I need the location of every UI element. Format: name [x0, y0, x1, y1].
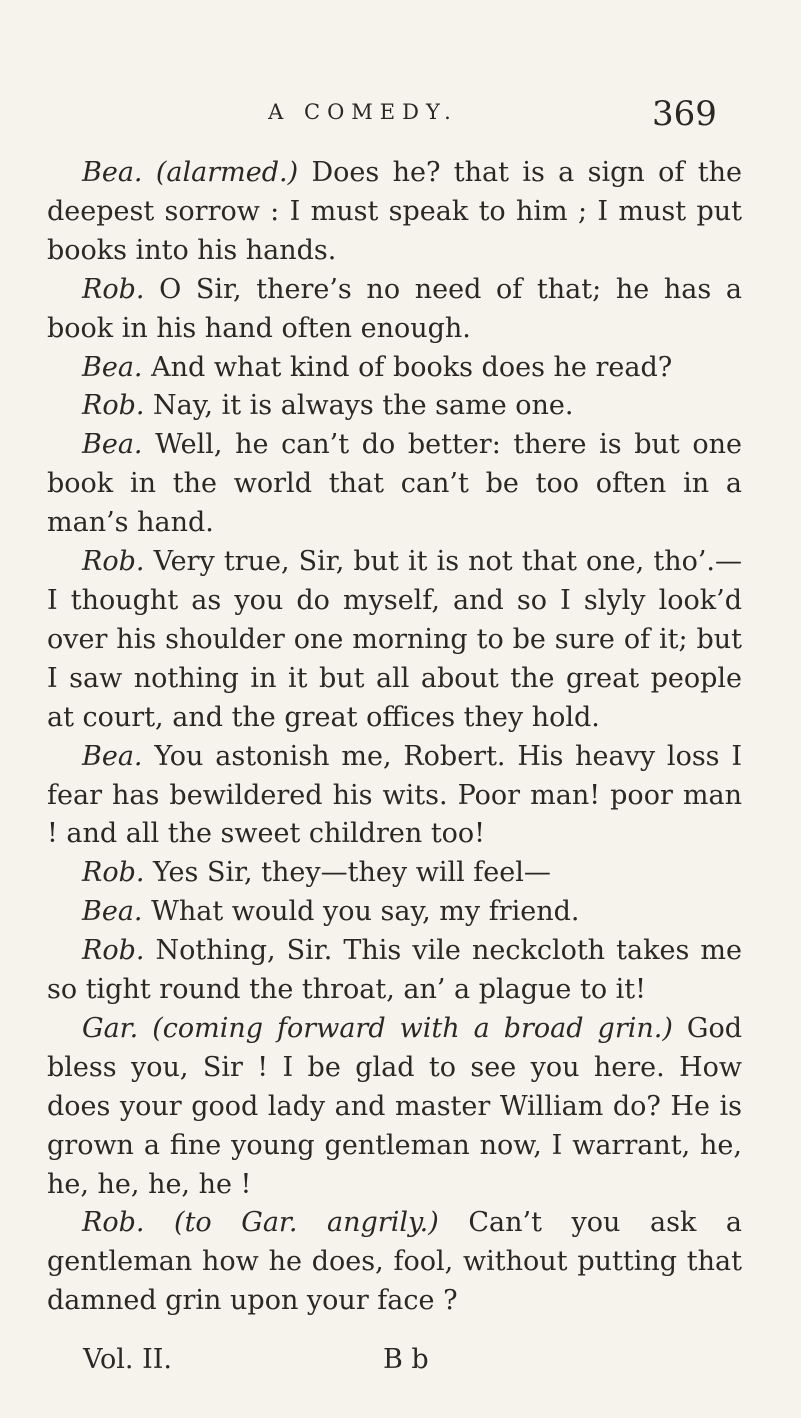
speech-text: Nothing, Sir. This vile neckcloth takes me so tight round the throat, an’ a plague to it!	[47, 935, 742, 1006]
speaker-name: Rob.	[82, 1207, 145, 1239]
dialogue-paragraph	[47, 854, 742, 893]
speaker-name: Bea.	[82, 429, 143, 461]
running-title: A COMEDY.	[268, 100, 458, 124]
speech-text: What would you say, my friend.	[151, 896, 580, 928]
dialogue-paragraph	[47, 426, 742, 543]
speech-text: Very true, Sir, but it is not that one, tho’.— I thought as you do myself, and so I slyly look’d over his shoulder one morning to be sure of it; but I saw nothing in it but all about the great people at court, and the great offices they hold.	[47, 546, 742, 733]
dialogue-paragraph	[47, 387, 742, 426]
stage-direction: (coming forward with a broad grin.)	[152, 1012, 673, 1044]
dialogue-paragraph	[47, 543, 742, 738]
stage-direction: (alarmed.)	[155, 157, 299, 188]
speech-text: O Sir, there’s no need of that; he has a book in his hand often enough.	[47, 273, 743, 344]
page-header	[0, 94, 801, 140]
speech-text: Well, he can’t do better: there is but one book in the world that can’t be too often in a man’s hand.	[47, 429, 742, 539]
speech-text: Can’t you ask a gentleman how he does, fool, without putting that damned grin upon your face ?	[47, 1207, 743, 1317]
volume-label: Vol. II.	[83, 1344, 172, 1375]
speaker-name: Rob.	[82, 546, 145, 578]
page-body	[47, 154, 742, 1321]
speech-text: God bless you, Sir ! I be glad to see you here. How does your good lady and master William do? He is grown a fine young gentleman now, I warrant, he, he, he, he, he !	[47, 1012, 742, 1200]
speech-text: Does he? that is a sign of the deepest sorrow : I must speak to him ; I must put books into his hands.	[47, 157, 742, 266]
dialogue-paragraph	[47, 154, 742, 271]
speaker-name: Bea.	[82, 351, 143, 383]
dialogue-paragraph	[47, 893, 742, 932]
speech-text: You astonish me, Robert. His heavy loss I fear has bewildered his wits. Poor man! poor man ! and all the sweet children too!	[47, 740, 742, 850]
page-number: 369	[652, 94, 717, 134]
speaker-name: Bea.	[82, 896, 143, 928]
signature-mark: B b	[383, 1344, 429, 1375]
stage-direction: (to Gar. angrily.)	[174, 1207, 439, 1239]
speaker-name: Rob.	[82, 273, 145, 305]
dialogue-paragraph	[47, 349, 742, 388]
speaker-name: Bea.	[82, 157, 143, 188]
speaker-name: Rob.	[82, 935, 145, 967]
dialogue-paragraph	[47, 932, 742, 1010]
speaker-name: Rob.	[82, 390, 145, 422]
speaker-name: Gar.	[82, 1012, 139, 1044]
speaker-name: Rob.	[82, 857, 145, 889]
dialogue-paragraph	[47, 738, 742, 855]
speech-text: Yes Sir, they—they will feel—	[153, 857, 551, 889]
page-footer	[83, 1344, 483, 1384]
speech-text: Nay, it is always the same one.	[153, 390, 574, 422]
speaker-name: Bea.	[82, 740, 143, 772]
dialogue-paragraph	[47, 1204, 742, 1321]
dialogue-paragraph	[47, 1010, 742, 1205]
speech-text: And what kind of books does he read?	[151, 351, 673, 383]
dialogue-paragraph	[47, 271, 742, 349]
